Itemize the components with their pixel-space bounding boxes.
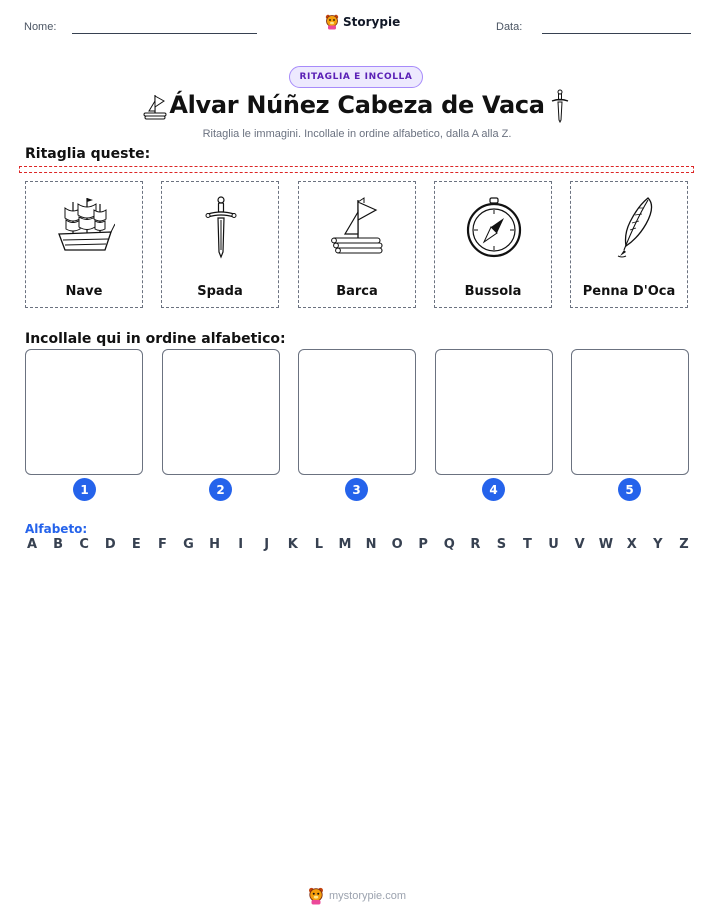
cutout-card-spada[interactable] xyxy=(161,181,279,308)
date-line[interactable] xyxy=(542,33,691,34)
footer-url[interactable]: mystorypie.com xyxy=(328,890,407,902)
paste-slot-3[interactable] xyxy=(298,349,416,475)
alphabet-letter: E xyxy=(131,537,141,552)
instructions: Ritaglia le immagini. Incollale in ordine alfabetico, dalla A alla Z. xyxy=(202,128,512,140)
alphabet-letter: D xyxy=(104,537,116,552)
card-label: Bussola xyxy=(464,284,522,299)
alphabet-letter: G xyxy=(183,537,194,552)
paste-slot-1[interactable] xyxy=(25,349,143,475)
alphabet-letter: A xyxy=(26,537,38,552)
alphabet-letter: Y xyxy=(653,537,663,552)
cut-heading: Ritaglia queste: xyxy=(25,146,151,162)
paste-heading: Incollale qui in ordine alfabetico: xyxy=(25,331,286,347)
alphabet-letter: Z xyxy=(679,537,689,552)
bear-mascot-icon xyxy=(325,14,339,30)
alphabet-letter: L xyxy=(314,537,323,552)
raft-icon xyxy=(328,194,388,260)
alphabet-letter: J xyxy=(264,537,270,552)
alphabet-letter: Q xyxy=(443,537,455,552)
paste-slot-4[interactable] xyxy=(435,349,553,475)
quill-icon xyxy=(600,194,660,260)
slot-number-2: 2 xyxy=(209,478,232,501)
alphabet-letter: F xyxy=(157,537,167,552)
logo-text: Storypie xyxy=(343,15,401,29)
paste-slot-5[interactable] xyxy=(571,349,689,475)
alphabet-letter: O xyxy=(391,537,403,552)
alphabet-letter: P xyxy=(418,537,428,552)
name-label: Nome: xyxy=(24,21,57,33)
cutout-card-bussola[interactable] xyxy=(434,181,552,308)
alphabet-letter: I xyxy=(238,537,244,552)
cut-line xyxy=(19,166,694,173)
card-label: Barca xyxy=(336,284,378,299)
cutout-card-penna[interactable] xyxy=(570,181,688,308)
ship-icon xyxy=(55,194,115,260)
card-label: Spada xyxy=(197,284,243,299)
bear-mascot-icon xyxy=(308,887,324,905)
slot-number-4: 4 xyxy=(482,478,505,501)
page-title: Álvar Núñez Cabeza de Vaca xyxy=(169,91,545,119)
footer xyxy=(0,887,714,905)
alphabet-letter: S xyxy=(496,537,507,552)
card-label: Penna D'Oca xyxy=(582,284,676,299)
alphabet-letter: W xyxy=(598,537,614,552)
name-line[interactable] xyxy=(72,33,257,34)
sword-icon xyxy=(191,194,251,260)
activity-badge: RITAGLIA E INCOLLA xyxy=(289,66,423,88)
slot-number-1: 1 xyxy=(73,478,96,501)
alphabet-letter: M xyxy=(338,537,352,552)
alphabet-letter: U xyxy=(548,537,559,552)
card-label: Nave xyxy=(65,284,103,299)
date-label: Data: xyxy=(496,21,523,33)
alphabet-letter: X xyxy=(626,537,637,552)
slot-number-3: 3 xyxy=(345,478,368,501)
alphabet-letter: B xyxy=(53,537,64,552)
storypie-logo xyxy=(325,14,400,30)
alphabet-row xyxy=(25,537,691,552)
alphabet-letter: C xyxy=(79,537,89,552)
paste-slot-2[interactable] xyxy=(162,349,280,475)
alphabet-letter: K xyxy=(287,537,298,552)
alphabet-letter: N xyxy=(365,537,377,552)
alphabet-letter: T xyxy=(523,537,532,552)
compass-icon xyxy=(464,194,524,260)
cutout-card-nave[interactable] xyxy=(25,181,143,308)
sword-title-icon xyxy=(549,89,571,123)
cutout-card-barca[interactable] xyxy=(298,181,416,308)
alphabet-letter: V xyxy=(574,537,585,552)
alphabet-heading: Alfabeto: xyxy=(25,522,88,536)
alphabet-letter: R xyxy=(470,537,481,552)
alphabet-letter: H xyxy=(209,537,220,552)
slot-number-5: 5 xyxy=(618,478,641,501)
